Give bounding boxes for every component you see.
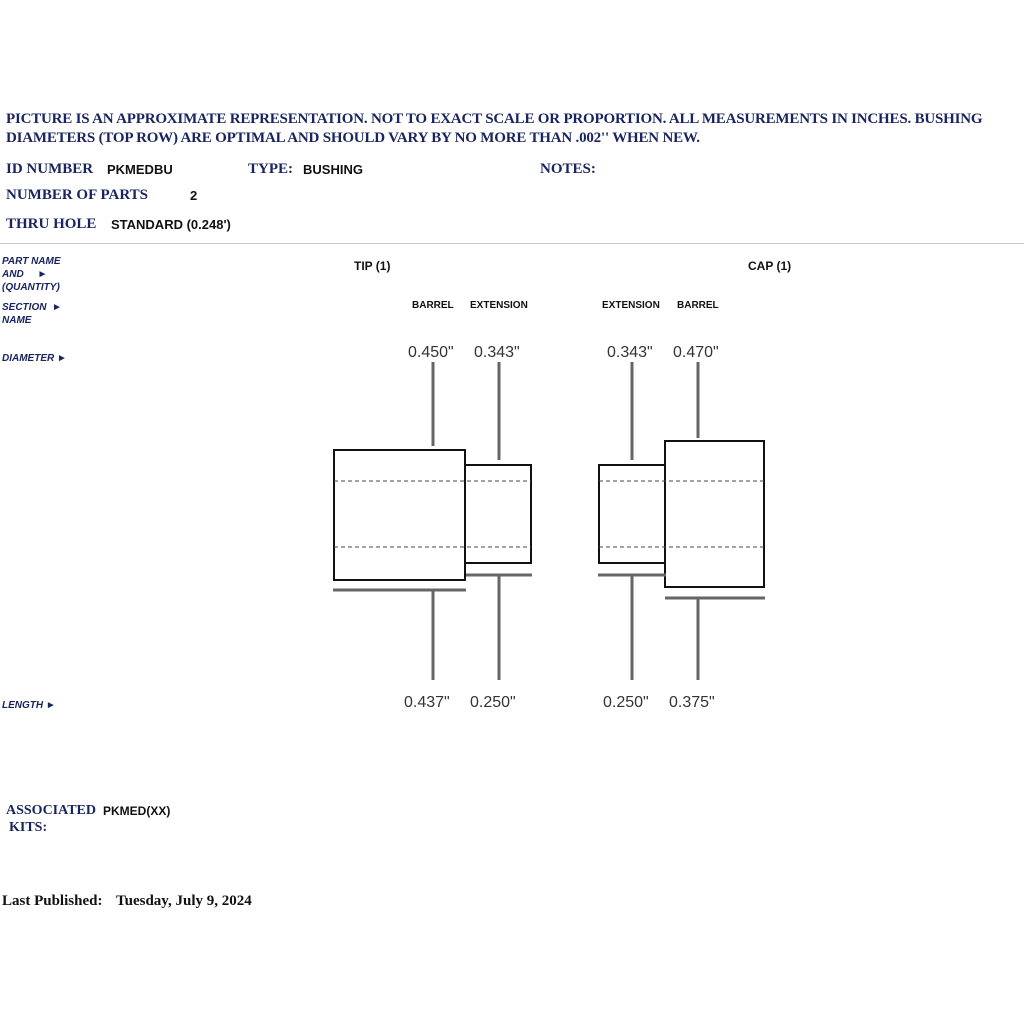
part-name-row-label: PART NAME AND ► (QUANTITY): [2, 256, 61, 293]
length-tip-extension: 0.250": [470, 694, 516, 711]
diameter-tip-extension: 0.343": [474, 344, 520, 361]
type-value: BUSHING: [303, 162, 363, 177]
notes-label: NOTES:: [540, 161, 596, 177]
diameter-tip-barrel: 0.450": [408, 344, 454, 361]
number-of-parts-value: 2: [190, 188, 198, 203]
tip-barrel-body: [334, 450, 465, 580]
cap-barrel-body: [665, 441, 764, 587]
section-name-cap-barrel: BARREL: [677, 300, 719, 311]
id-number-label: ID NUMBER: [6, 161, 94, 177]
number-of-parts-label: NUMBER OF PARTS: [6, 187, 148, 203]
last-published-label: Last Published:: [2, 893, 103, 909]
cap-drawing: [598, 362, 765, 680]
thru-hole-label: THRU HOLE: [6, 216, 97, 232]
section-name-row-label: SECTION ► NAME: [2, 302, 62, 326]
part-name-tip: TIP (1): [354, 259, 391, 273]
diameter-row-label: DIAMETER ►: [2, 353, 67, 364]
thru-hole-value: STANDARD (0.248'): [111, 217, 231, 232]
type-label: TYPE:: [248, 161, 293, 177]
part-name-cap: CAP (1): [748, 259, 792, 273]
section-name-cap-extension: EXTENSION: [602, 300, 660, 311]
associated-kits-label-line2: KITS:: [9, 820, 48, 835]
diameter-cap-barrel: 0.470": [673, 344, 719, 361]
associated-kits-value: PKMED(XX): [103, 804, 171, 818]
tip-drawing: [333, 362, 532, 680]
cap-extension-body: [599, 465, 665, 563]
section-name-tip-barrel: BARREL: [412, 300, 454, 311]
diameter-cap-extension: 0.343": [607, 344, 653, 361]
length-row-label: LENGTH ►: [2, 700, 56, 711]
id-number-value: PKMEDBU: [107, 162, 173, 177]
length-cap-barrel: 0.375": [669, 694, 715, 711]
last-published-date: Tuesday, July 9, 2024: [116, 893, 252, 909]
associated-kits-label: ASSOCIATED: [6, 803, 96, 818]
length-cap-extension: 0.250": [603, 694, 649, 711]
disclaimer-text: PICTURE IS AN APPROXIMATE REPRESENTATION. NOT TO EXACT SCALE OR PROPORTION. ALL MEASUREMENTS IN INCHES. BUSHING DIAMETERS (TOP ROW) ARE OPTIMAL AND SHOULD VARY BY NO MORE THAN .002'' WHEN NEW.: [6, 111, 983, 146]
length-tip-barrel: 0.437": [404, 694, 450, 711]
tip-extension-body: [465, 465, 531, 563]
section-name-tip-extension: EXTENSION: [470, 300, 528, 311]
